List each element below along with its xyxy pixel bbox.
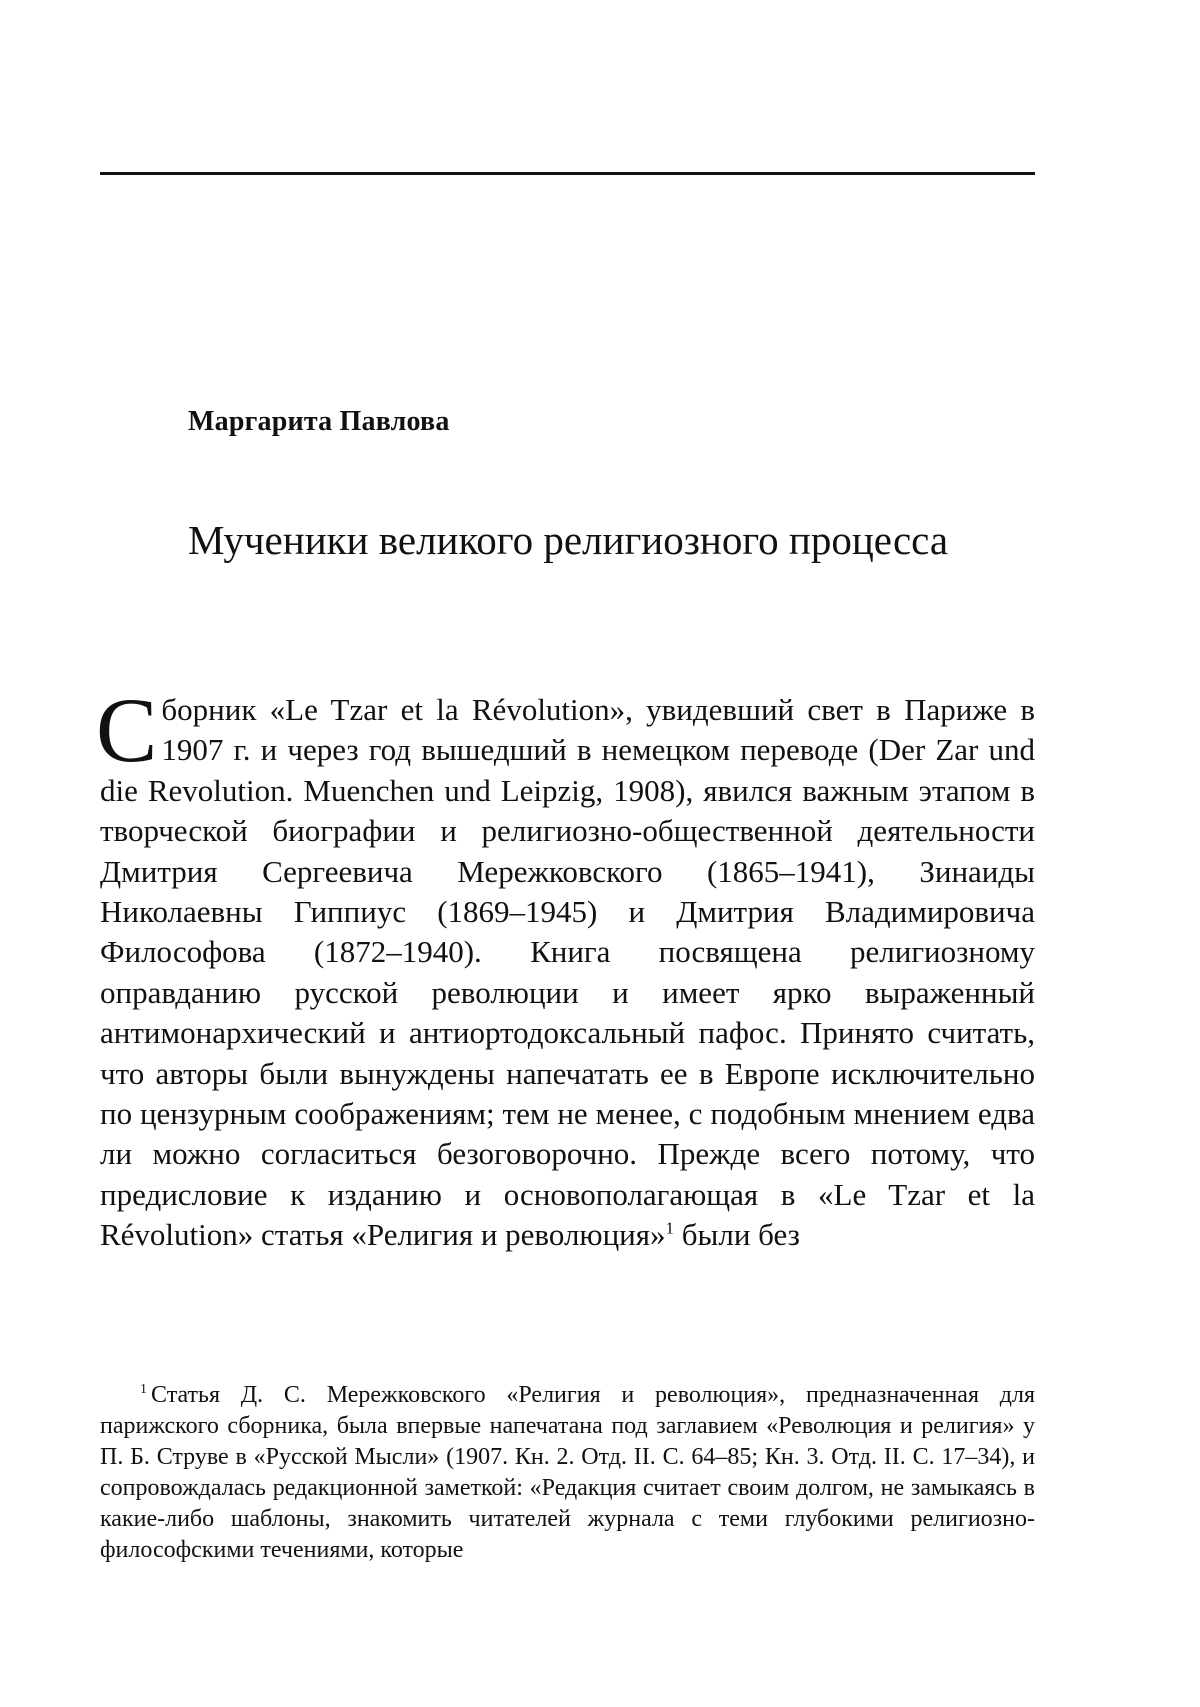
footnote-reference: 1 xyxy=(665,1218,675,1238)
footnote-text: Статья Д. С. Мережковского «Религия и революция», предназначенная для парижского сборника, была впервые напечатана под заглавием «Революция и религия» у П. Б. Струве в «Русской Мысли» (1907. Кн. 2. Отд. II. С. 64–85; Кн. 3. Отд. II. С. 17–34), и сопровождалась редакционной заметкой: «Редакция считает своим долгом, не замыкаясь в какие-либо шаблоны, знакомить читателей журнала с теми глубокими религиозно-философскими течениями, которые xyxy=(100,1382,1035,1563)
article-title: Мученики великого религиозного процесса xyxy=(188,517,949,563)
author-name: Маргарита Павлова xyxy=(188,406,450,437)
body-paragraph xyxy=(96,679,1035,1256)
body-text: борник «Le Tzar et la Révolution», увидевший свет в Париже в 1907 г. и через год вышедший в немецком переводе (Der Zar und die Revolution. Muenchen und Leipzig, 1908), явился важным этапом в творческой биографии и религиозно-общественной деятельности Дмитрия Сергеевича Мережковского (1865–1941), Зинаиды Николаевны Гиппиус (1869–1945) и Дмитрия Владимировича Философова (1872–1940). Книга посвящена религиозному оправданию русской революции и имеет ярко выраженный антимонархический и антиортодоксальный пафос. Принято считать, что авторы были вынуждены напечатать ее в Европе исключительно по цензурным соображениям; тем не менее, с подобным мнением едва ли можно согласиться безоговорочно. Прежде всего потому, что предисловие к изданию и основополагающая в «Le Tzar et la Révolution» статья «Религия и революция» xyxy=(100,692,1035,1253)
footnote-number: 1 xyxy=(140,1382,147,1397)
footnote xyxy=(100,1380,1035,1566)
header-rule xyxy=(100,172,1035,175)
drop-cap: С xyxy=(96,679,158,781)
body-text-end: были без xyxy=(674,1217,800,1253)
